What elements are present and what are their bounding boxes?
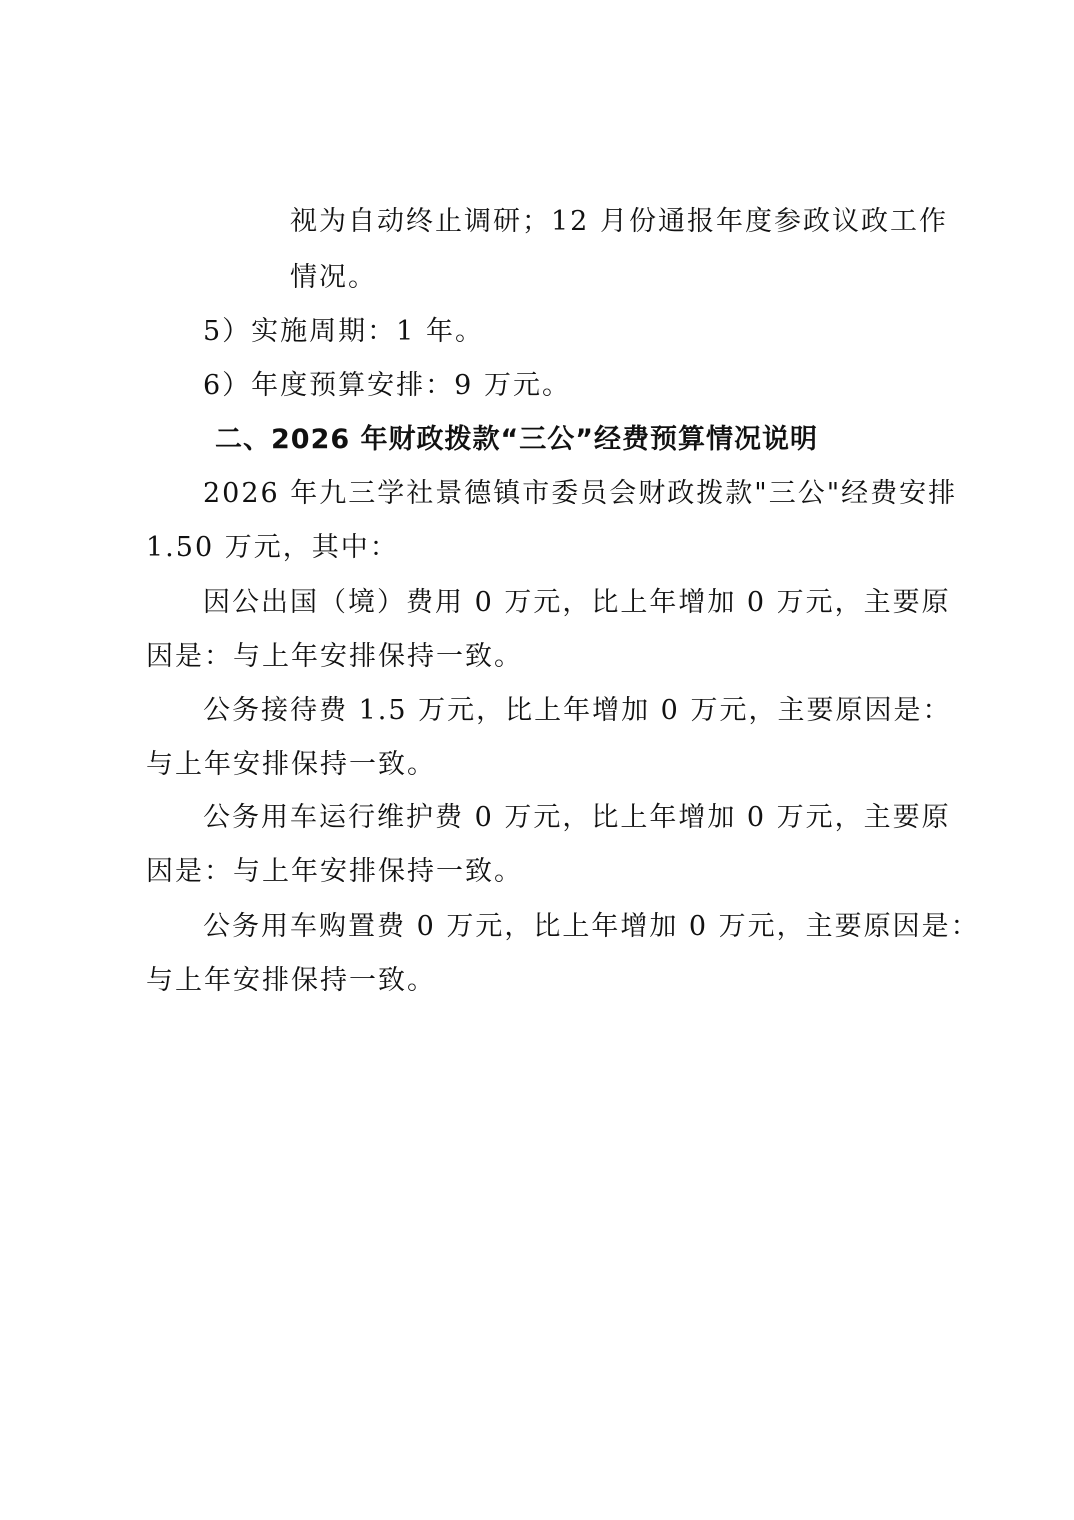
item4-continuation-line1: 视为自动终止调研；12 月份通报年度参政议政工作	[290, 206, 948, 237]
item4-continuation-line2: 情况。	[290, 262, 377, 293]
vehicle-purchase-expense-line2: 与上年安排保持一致。	[146, 965, 436, 996]
vehicle-operation-expense-line1: 公务用车运行维护费 0 万元，比上年增加 0 万元，主要原	[203, 802, 951, 833]
item5-implementation-period: 5）实施周期：1 年。	[203, 316, 484, 347]
intro-paragraph-line1: 2026 年九三学社景德镇市委员会财政拨款"三公"经费安排	[203, 478, 958, 509]
reception-expense-line1: 公务接待费 1.5 万元，比上年增加 0 万元，主要原因是：	[203, 695, 952, 726]
section2-heading: 二、2026 年财政拨款“三公”经费预算情况说明	[215, 424, 819, 455]
intro-paragraph-line2: 1.50 万元，其中：	[146, 532, 399, 563]
vehicle-purchase-expense-line1: 公务用车购置费 0 万元，比上年增加 0 万元，主要原因是：	[203, 911, 980, 942]
item6-annual-budget: 6）年度预算安排：9 万元。	[203, 370, 571, 401]
overseas-expense-line2: 因是：与上年安排保持一致。	[146, 641, 523, 672]
vehicle-operation-expense-line2: 因是：与上年安排保持一致。	[146, 856, 523, 887]
overseas-expense-line1: 因公出国（境）费用 0 万元，比上年增加 0 万元，主要原	[203, 587, 951, 618]
reception-expense-line2: 与上年安排保持一致。	[146, 749, 436, 780]
